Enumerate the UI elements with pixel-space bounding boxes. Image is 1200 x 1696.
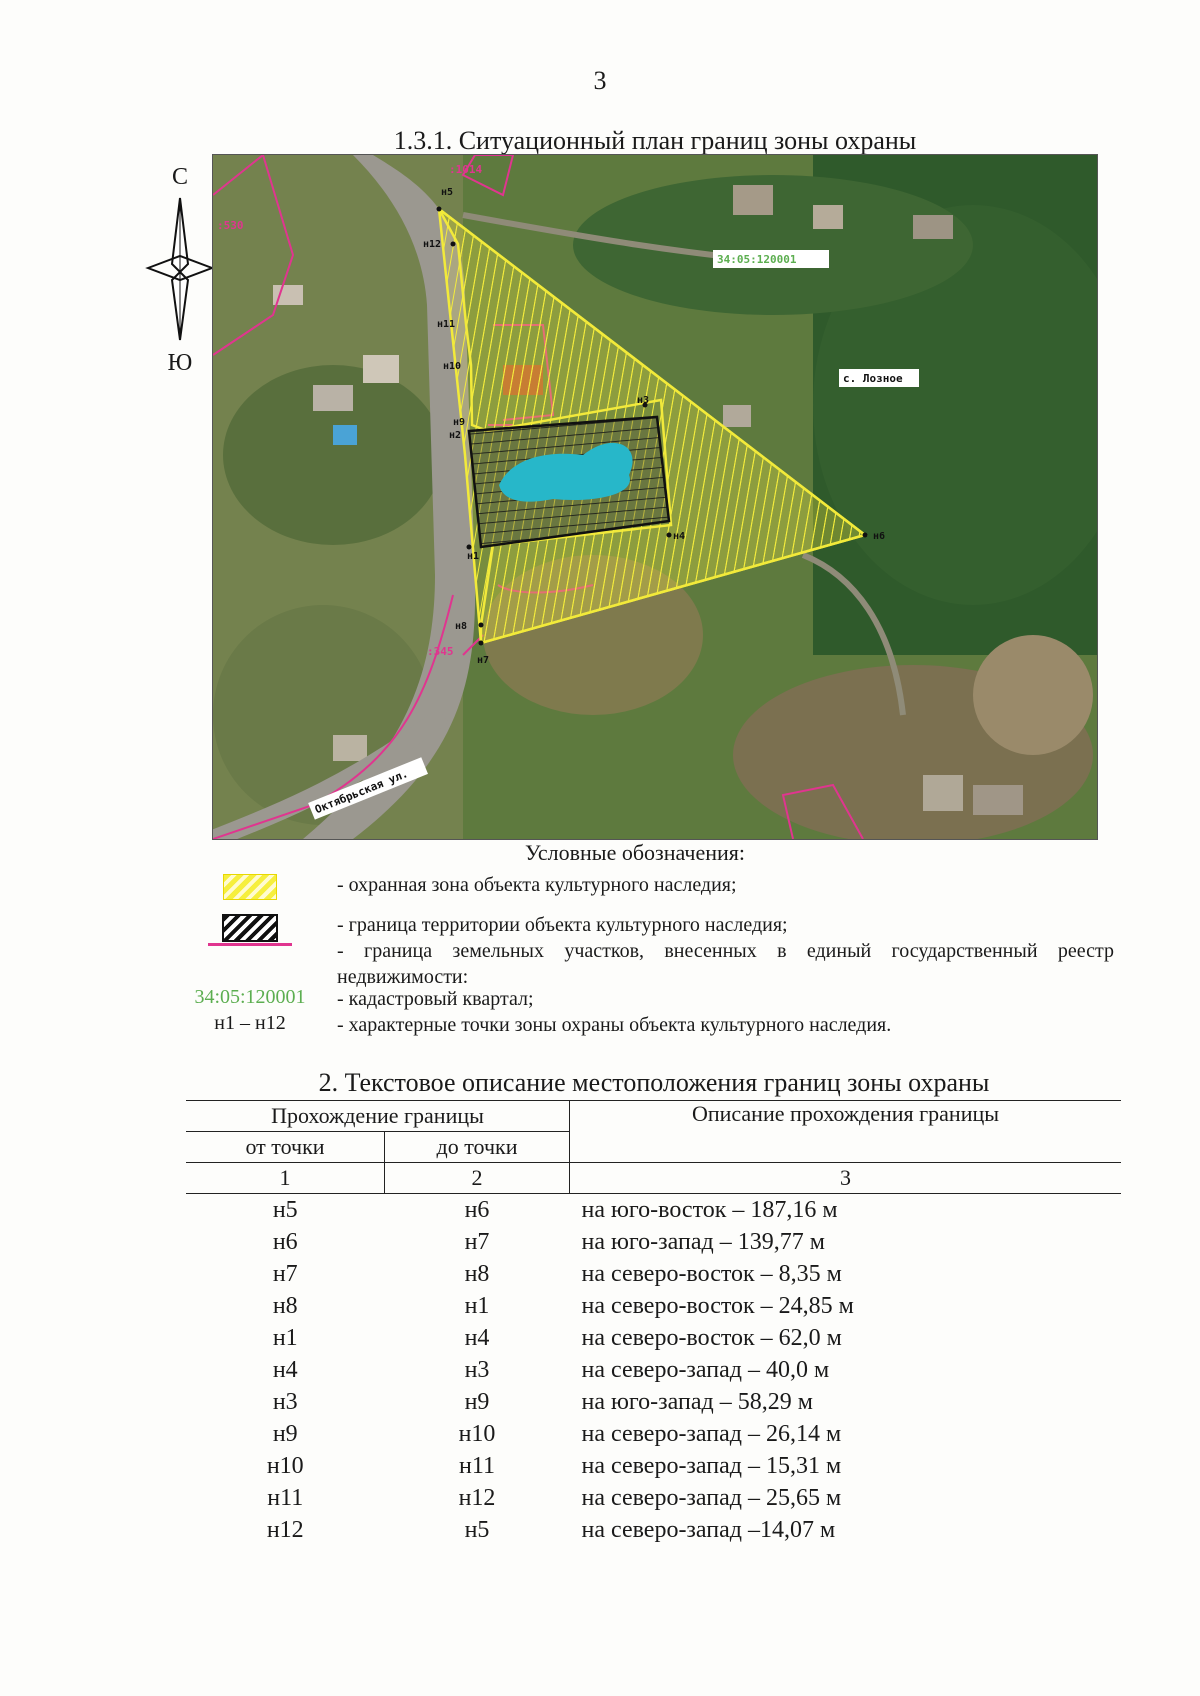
point-label-n6: н6 — [873, 531, 886, 542]
legend-text: - охранная зона объекта культурного наследия; — [337, 874, 737, 896]
cell-to-point: н3 — [464, 1356, 490, 1383]
cell-to-point: н10 — [458, 1420, 496, 1447]
compass-south-label: Ю — [167, 350, 193, 376]
point-label-n8: н8 — [455, 621, 468, 632]
black-hatch-swatch-icon — [222, 914, 278, 942]
legend-title: Условные обозначения: — [524, 840, 746, 865]
table-row — [186, 1290, 1121, 1322]
cell-from-point: н11 — [267, 1484, 304, 1511]
point-label-n5: н5 — [441, 187, 454, 198]
column-number: 3 — [570, 1163, 1122, 1194]
cell-to-point: н7 — [464, 1228, 490, 1255]
cell-description: на северо-восток – 62,0 м — [581, 1324, 842, 1351]
header-to-point: до точки — [385, 1132, 570, 1163]
cell-description: на северо-восток – 8,35 м — [581, 1260, 842, 1287]
village-label: с. Лозное — [843, 372, 903, 385]
cell-from-point: н1 — [272, 1324, 298, 1351]
table-row — [186, 1450, 1121, 1482]
satellite-map-image — [213, 155, 1097, 839]
cell-description: на северо-запад – 26,14 м — [581, 1420, 842, 1447]
header-description: Описание прохождения границы — [570, 1101, 1122, 1163]
point-label-n11: н11 — [437, 319, 456, 330]
point-label-n9: н9 — [453, 417, 466, 428]
street-label: Октябрьская ул. — [312, 767, 410, 817]
compass-needle-icon — [140, 160, 220, 380]
point-label-n12: н12 — [423, 239, 442, 250]
cell-from-point: н3 — [272, 1388, 298, 1415]
cell-from-point: н5 — [272, 1196, 298, 1223]
cell-to-point: н8 — [464, 1260, 490, 1287]
point-label-n1: н1 — [467, 551, 480, 562]
table-row — [186, 1258, 1121, 1290]
cell-description: на юго-восток – 187,16 м — [581, 1196, 838, 1223]
cell-from-point: н6 — [272, 1228, 298, 1255]
table-row — [186, 1226, 1121, 1258]
column-number: 2 — [385, 1163, 570, 1194]
point-label-n3: н3 — [637, 395, 650, 406]
point-label-n7: н7 — [477, 655, 490, 666]
cell-to-point: н1 — [464, 1292, 490, 1319]
cadastral-symbol: 34:05:120001 — [194, 986, 306, 1008]
point-label-n10: н10 — [443, 361, 462, 372]
parcel-label-1014: :1014 — [449, 163, 483, 176]
table-row — [186, 1354, 1121, 1386]
cell-description: на северо-восток – 24,85 м — [581, 1292, 854, 1319]
compass-rose — [140, 160, 220, 380]
situational-map — [212, 154, 1098, 840]
table-row — [186, 1322, 1121, 1354]
pink-line-swatch-icon — [208, 943, 292, 946]
cell-to-point: н5 — [464, 1516, 490, 1543]
cell-description: на северо-запад – 40,0 м — [581, 1356, 830, 1383]
point-label-n2: н2 — [449, 430, 462, 441]
cell-from-point: н4 — [272, 1356, 298, 1383]
table-row — [186, 1482, 1121, 1514]
compass-north-label: С — [171, 164, 188, 190]
cell-to-point: н4 — [464, 1324, 490, 1351]
boundary-description-table — [186, 1100, 1121, 1546]
table-row — [186, 1386, 1121, 1418]
cell-from-point: н9 — [272, 1420, 298, 1447]
table-row — [186, 1418, 1121, 1450]
legend-text: - граница территории объекта культурного наследия; — [337, 914, 788, 936]
header-from-point: от точки — [186, 1132, 385, 1163]
legend-text: - характерные точки зоны охраны объекта культурного наследия. — [337, 1014, 892, 1036]
cell-from-point: н7 — [272, 1260, 298, 1287]
cell-to-point: н12 — [458, 1484, 496, 1511]
column-number: 1 — [186, 1163, 385, 1194]
header-boundary-passage: Прохождение границы — [186, 1101, 570, 1132]
parcel-label-530: :530 — [217, 219, 244, 232]
table-row — [186, 1194, 1121, 1227]
section-2-title: 2. Текстовое описание местоположения границ зоны охраны — [318, 1068, 990, 1097]
yellow-hatch-swatch-icon — [223, 874, 277, 900]
page-number: 3 — [593, 66, 607, 95]
cell-from-point: н8 — [272, 1292, 298, 1319]
cell-description: на юго-запад – 139,77 м — [581, 1228, 825, 1255]
cell-to-point: н11 — [459, 1452, 495, 1479]
cadastral-quarter-label: 34:05:120001 — [717, 253, 797, 266]
table-row — [186, 1514, 1121, 1546]
legend-text: - граница земельных участков, внесенных в единый государственный реестр недвижимости: — [337, 940, 1114, 988]
legend-text: - кадастровый квартал; — [337, 988, 534, 1010]
cell-to-point: н6 — [464, 1196, 490, 1223]
cell-description: на юго-запад – 58,29 м — [581, 1388, 813, 1415]
cell-description: на северо-запад –14,07 м — [581, 1516, 836, 1543]
cell-description: на северо-запад – 15,31 м — [581, 1452, 842, 1479]
cell-description: на северо-запад – 25,65 м — [581, 1484, 842, 1511]
cell-from-point: н10 — [266, 1452, 304, 1479]
plan-title: 1.3.1. Ситуационный план границ зоны охраны — [393, 126, 917, 155]
cell-to-point: н9 — [464, 1388, 490, 1415]
cell-from-point: н12 — [266, 1516, 304, 1543]
parcel-label-345: :345 — [427, 645, 454, 658]
point-label-n4: н4 — [673, 531, 686, 542]
points-symbol: н1 – н12 — [214, 1012, 286, 1034]
